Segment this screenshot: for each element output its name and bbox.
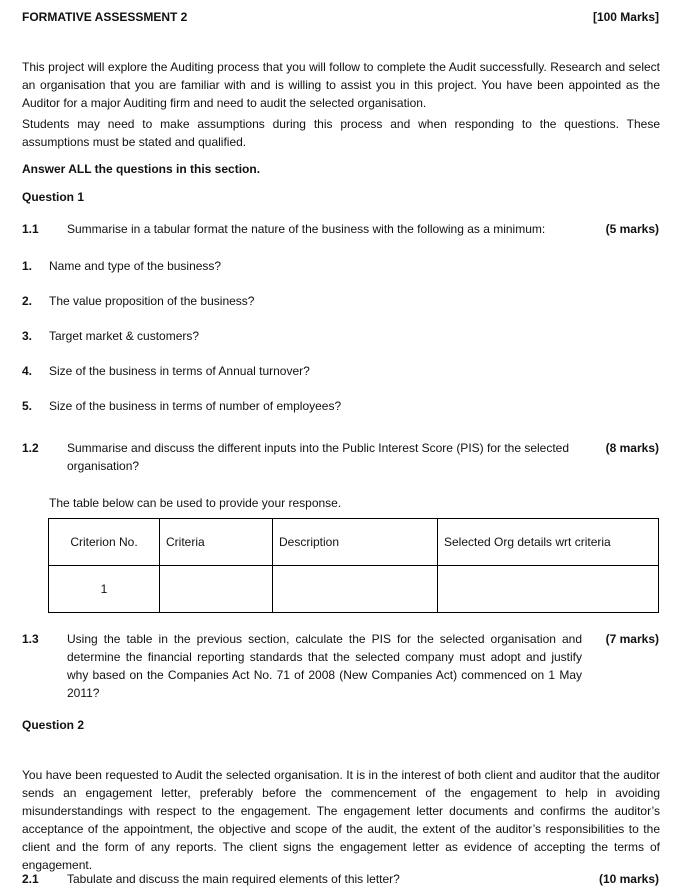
table-cell: 1 <box>49 566 160 613</box>
list-item-number: 5. <box>22 399 33 413</box>
table-header-cell: Description <box>273 519 438 566</box>
list-item-number: 4. <box>22 364 33 378</box>
table-cell <box>438 566 659 613</box>
q1-2-text: Summarise and discuss the different inputs into the Public Interest Score (PIS) for the selected organisation? <box>67 441 570 473</box>
q1-2-marks: (8 marks) <box>605 441 659 455</box>
table-cell <box>160 566 273 613</box>
document-title: FORMATIVE ASSESSMENT 2 <box>22 10 188 24</box>
list-item-text: Size of the business in terms of number of employees? <box>49 399 342 413</box>
table-header-cell: Criteria <box>160 519 273 566</box>
q1-1-text: Summarise in a tabular format the nature of the business with the following as a minimum: <box>67 222 546 236</box>
q1-3-number: 1.3 <box>22 632 39 646</box>
table-header-cell: Selected Org details wrt criteria <box>438 519 659 566</box>
question-2-paragraph: You have been requested to Audit the selected organisation. It is in the interest of both client and auditor that the auditor sends an engagement letter, preferably before the commencement of the engagement to help in avoiding misunderstandings with respect to the engagement. The engagement letter documents and confirms the auditor’s acceptance of the appointment, the objective and scope of the audit, the extent of the auditor’s responsibilities to the client and the form of any reports. The client signs the engagement letter as evidence of accepting the terms of engagement. <box>22 768 660 872</box>
q1-2-number: 1.2 <box>22 441 39 455</box>
question-1-heading: Question 1 <box>22 190 85 204</box>
list-item-text: Target market & customers? <box>49 329 200 343</box>
intro-paragraph-2: Students may need to make assumptions during this process and when responding to the questions. These assumptions must be stated and qualified. <box>22 117 660 149</box>
q1-3-marks: (7 marks) <box>605 632 659 646</box>
list-item-text: The value proposition of the business? <box>49 294 255 308</box>
q1-1-number: 1.1 <box>22 222 39 236</box>
q1-1-marks: (5 marks) <box>605 222 659 236</box>
total-marks: [100 Marks] <box>592 10 659 24</box>
table-header-cell: Criterion No. <box>49 519 160 566</box>
table-intro: The table below can be used to provide your response. <box>49 496 342 510</box>
list-item-number: 2. <box>22 294 33 308</box>
q2-1-number: 2.1 <box>22 872 39 886</box>
list-item-number: 1. <box>22 259 33 273</box>
table-cell <box>273 566 438 613</box>
question-2-heading: Question 2 <box>22 718 85 732</box>
instruction: Answer ALL the questions in this section. <box>22 162 261 176</box>
q2-1-marks: (10 marks) <box>598 872 659 886</box>
list-item-text: Name and type of the business? <box>49 259 222 273</box>
list-item-number: 3. <box>22 329 33 343</box>
q2-1-text: Tabulate and discuss the main required elements of this letter? <box>67 872 400 886</box>
intro-paragraph-1: This project will explore the Auditing process that you will follow to complete the Audit successfully. Research and select an organisation that you are familiar with and is willing to assist you in this project. You have been appointed as the Auditor for a major Auditing firm and need to audit the selected organisation. <box>22 60 660 110</box>
q1-3-text: Using the table in the previous section, calculate the PIS for the selected organisation and determine the financial reporting standards that the selected company must adopt and justify why based on the Companies Act No. 71 of 2008 (New Companies Act) commenced on 1 May 2011? <box>67 632 582 700</box>
pis-table <box>48 518 659 613</box>
table-row <box>49 566 659 613</box>
list-item-text: Size of the business in terms of Annual turnover? <box>49 364 310 378</box>
table-header-row <box>49 519 659 566</box>
